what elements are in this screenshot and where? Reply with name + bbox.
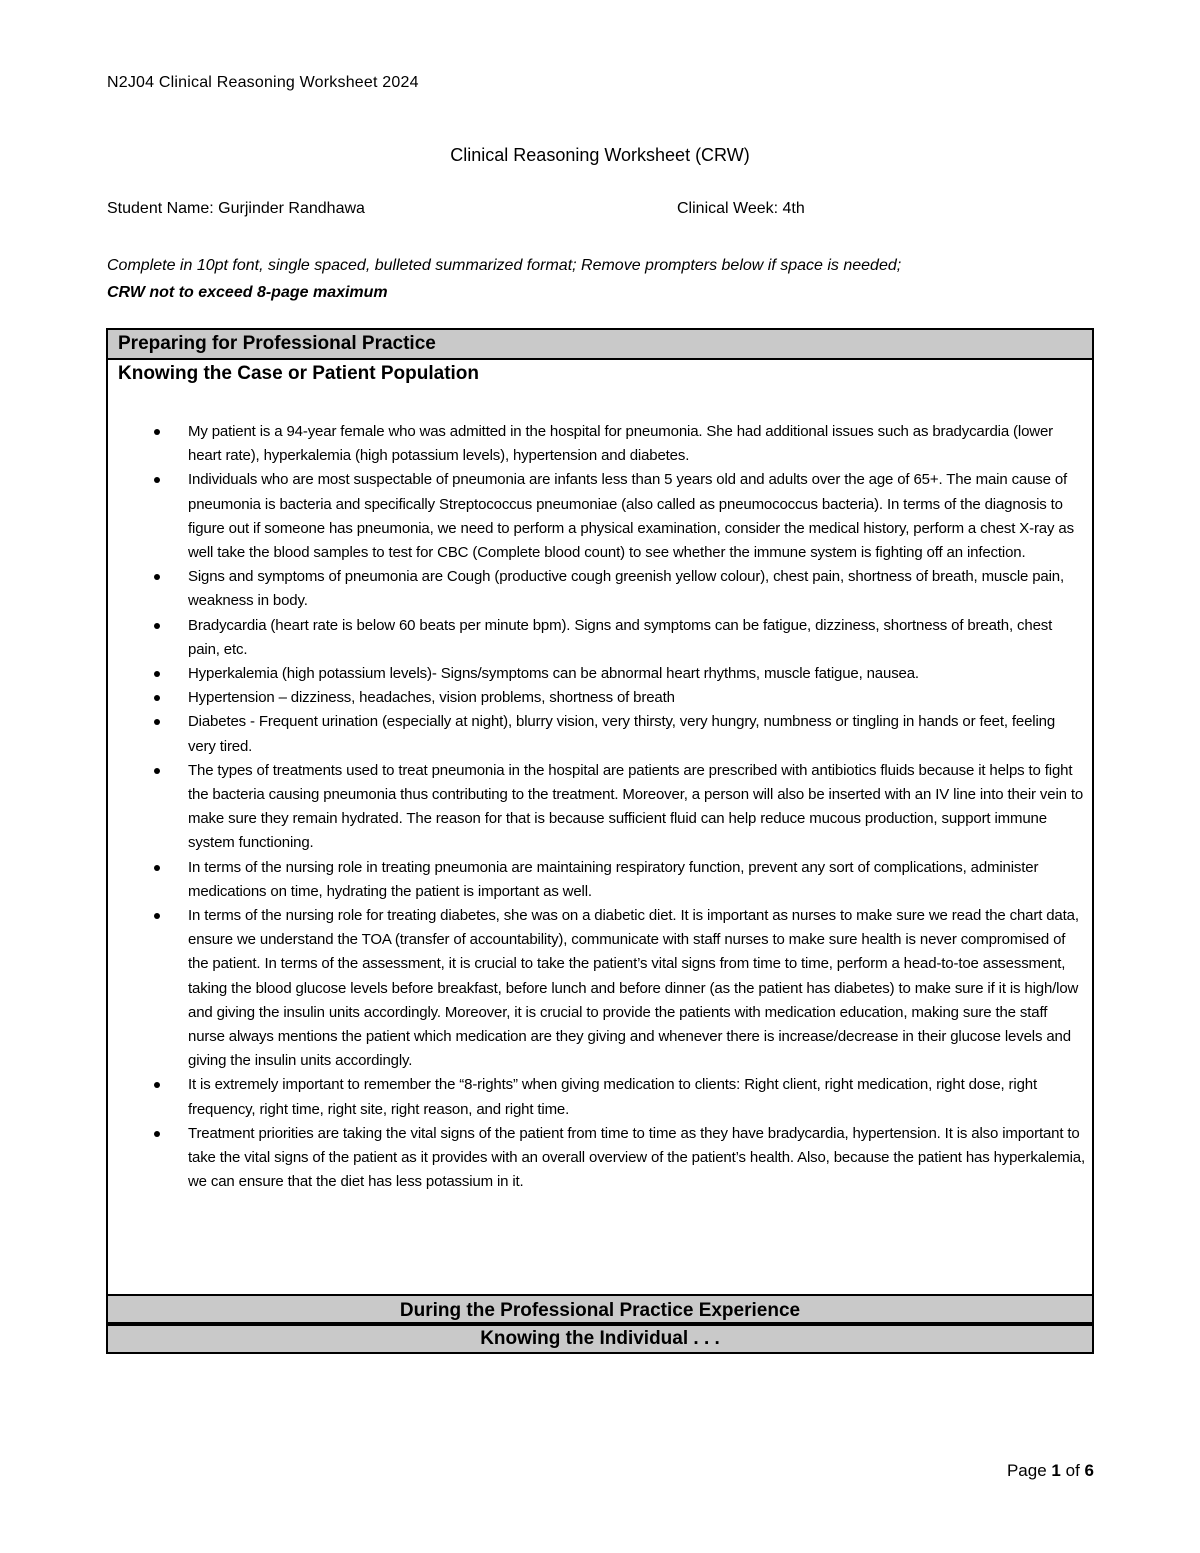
page-current: 1 (1051, 1461, 1061, 1480)
instructions-line-2: CRW not to exceed 8-page maximum (107, 284, 388, 301)
worksheet-table (106, 328, 1094, 1354)
page-word: Page (1006, 1461, 1047, 1480)
bullet-icon (154, 719, 160, 725)
page-total: 6 (1084, 1461, 1094, 1480)
list-item: Diabetes - Frequent urination (especially at night), blurry vision, very thirsty, very hungry, numbness or tingling in hands or feet, feeling very tired. (154, 710, 1086, 758)
list-item: In terms of the nursing role in treating pneumonia are maintaining respiratory function, prevent any sort of complications, administer medications on time, hydrating the patient is important as well. (154, 856, 1086, 904)
list-item: Treatment priorities are taking the vital signs of the patient from time to time as they have bradycardia, hypertension. It is also important to take the vital signs of the patient as it provides with an overall overview of the patient’s health. Also, because the patient has hyperkalemia, we can ensure that the diet has less potassium in it. (154, 1122, 1086, 1195)
bullet-icon (154, 865, 160, 871)
list-item: Bradycardia (heart rate is below 60 beats per minute bpm). Signs and symptoms can be fatigue, dizziness, shortness of breath, chest pain, etc. (154, 614, 1086, 662)
bottom-section-bars (108, 1294, 1092, 1352)
bullet-icon (154, 1131, 160, 1137)
bullet-icon (154, 1082, 160, 1088)
page-of-word: of (1065, 1461, 1080, 1480)
bullet-icon (154, 695, 160, 701)
clinical-week-line: Clinical Week: 4th (677, 200, 805, 217)
bullet-icon (154, 574, 160, 580)
section-subheading: Knowing the Case or Patient Population (118, 363, 480, 384)
section-bar-preparing: Preparing for Professional Practice (108, 330, 1092, 360)
student-name-line: Student Name: Gurjinder Randhawa (107, 200, 365, 217)
bullet-icon (154, 671, 160, 677)
section-bar-knowing-individual: Knowing the Individual . . . (108, 1324, 1092, 1352)
list-item: Individuals who are most suspectable of pneumonia are infants less than 5 years old and adults over the age of 65+. The main cause of pneumonia is bacteria and specifically Streptococcus pneumoniae (also called as pneumococcus bacteria). In terms of the diagnosis to figure out if someone has pneumonia, we need to perform a physical examination, consider the medical history, perform a chest X-ray as well take the blood samples to test for CBC (Complete blood count) to see whether the immune system is fighting off an infection. (154, 468, 1086, 565)
instructions-line-1: Complete in 10pt font, single spaced, bulleted summarized format; Remove prompters below if space is needed; (107, 257, 902, 274)
list-item: Hypertension – dizziness, headaches, vision problems, shortness of breath (154, 686, 1086, 710)
bullet-icon (154, 429, 160, 435)
list-item: Hyperkalemia (high potassium levels)- Signs/symptoms can be abnormal heart rhythms, muscle fatigue, nausea. (154, 662, 1086, 686)
list-item: The types of treatments used to treat pneumonia in the hospital are patients are prescribed with antibiotics fluids because it helps to fight the bacteria causing pneumonia thus contributing to the treatment. Moreover, a person will also be inserted with an IV line into their vein to make sure they remain hydrated. The reason for that is because sufficient fluid can help reduce mucous production, support immune system functioning. (154, 759, 1086, 856)
list-item: It is extremely important to remember the “8-rights” when giving medication to clients: Right client, right medication, right dose, right frequency, right time, right site, right reason, and right time. (154, 1073, 1086, 1121)
bullet-icon (154, 477, 160, 483)
instructions (107, 252, 1097, 306)
bullet-list (154, 420, 1086, 1195)
bullet-icon (154, 913, 160, 919)
section-bar-during: During the Professional Practice Experience (108, 1294, 1092, 1324)
document-title: Clinical Reasoning Worksheet (CRW) (450, 145, 750, 165)
page-number (1007, 1461, 1094, 1481)
list-item: Signs and symptoms of pneumonia are Cough (productive cough greenish yellow colour), chest pain, shortness of breath, muscle pain, weakness in body. (154, 565, 1086, 613)
list-item: My patient is a 94-year female who was admitted in the hospital for pneumonia. She had additional issues such as bradycardia (lower heart rate), hyperkalemia (high potassium levels), hypertension and diabetes. (154, 420, 1086, 468)
bullet-icon (154, 623, 160, 629)
document-header: N2J04 Clinical Reasoning Worksheet 2024 (107, 74, 419, 91)
bullet-icon (154, 768, 160, 774)
list-item: In terms of the nursing role for treating diabetes, she was on a diabetic diet. It is important as nurses to make sure we read the chart data, ensure we understand the TOA (transfer of accountability), communicate with staff nurses to make sure health is never compromised of the patient. In terms of the assessment, it is crucial to take the patient’s vital signs from time to time, perform a head-to-toe assessment, taking the blood glucose levels before breakfast, before lunch and before dinner (as the patient has diabetes) to make sure if it is high/low and giving the insulin units accordingly. Moreover, it is crucial to provide the patients with medication education, making sure the staff nurse always mentions the patient which medication are they giving and whenever there is increase/decrease in their glucose levels and giving the insulin units accordingly. (154, 904, 1086, 1073)
